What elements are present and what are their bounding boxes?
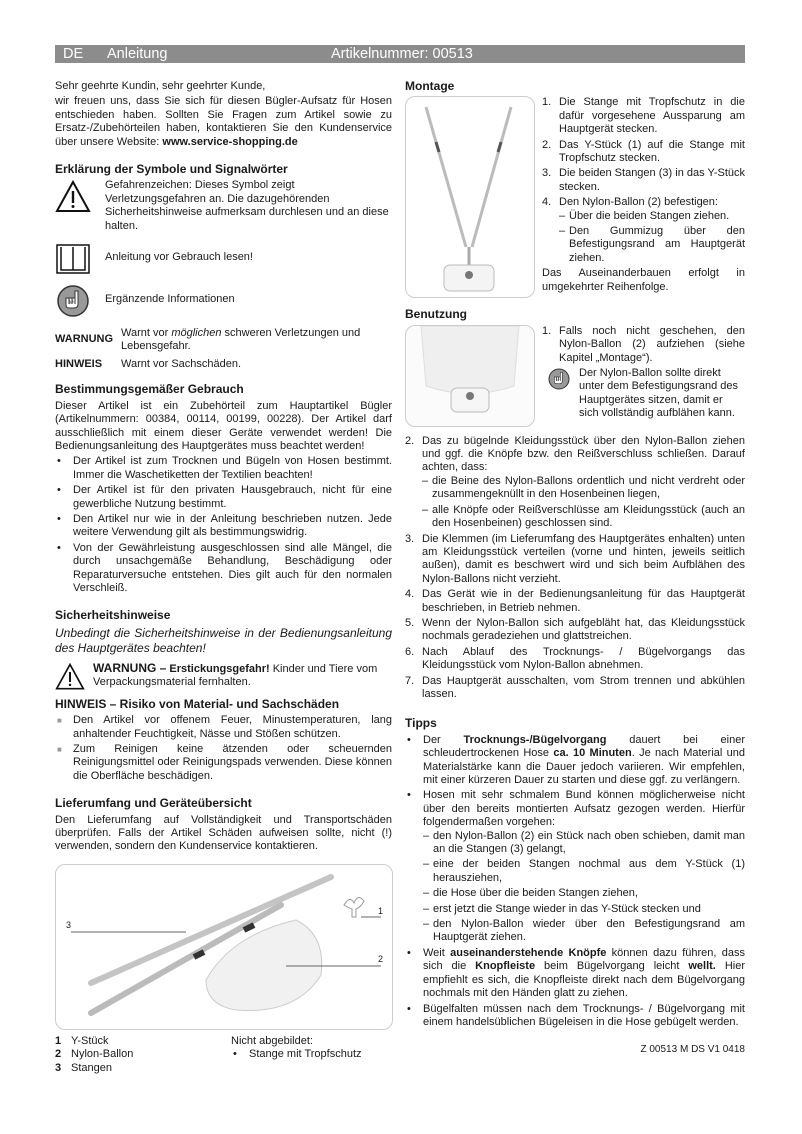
list-item: – die Hose über die beiden Stangen ziehen, <box>423 887 745 900</box>
legend-label: Nylon-Ballon <box>71 1048 134 1061</box>
list-item: ■ Den Artikel vor offenem Feuer, Minustemperaturen, lang anhaltender Feuchtigkeit, Nässe und Stößen schützen. <box>55 714 392 741</box>
usage-row <box>405 325 745 429</box>
list-item: – erst jetzt die Stange wieder in das Y-Stück stecken und <box>423 903 745 916</box>
montage-illustration <box>406 97 534 297</box>
list-item: • Bügelfalten müssen nach dem Trocknungs- / Bügelvorgang mit einem handelsüblichen Bügeleisen in die Hose gebügelt werden. <box>405 1003 745 1030</box>
symbols-heading: Erklärung der Symbole und Signalwörter <box>55 162 288 177</box>
usage-heading: Benutzung <box>405 307 467 322</box>
list-item: • Von der Gewährleistung ausgeschlossen sind alle Mängel, die durch unsachgemäße Behandlung, Beschädigung oder Reparaturversuche entstehen. Dies gilt auch für den normalen Verschleiß. <box>55 542 392 596</box>
list-item: – eine der beiden Stangen nochmal aus dem Y-Stück (1) herausziehen, <box>423 858 745 885</box>
info-text: Ergänzende Informationen <box>105 293 235 306</box>
step-text: Nach Ablauf des Trocknungs- / Bügelvorgangs das Kleidungsstück vom Nylon-Ballon abnehmen. <box>422 645 745 672</box>
usage-info-text: Der Nylon-Ballon sollte direkt unter dem Befestigungsrand des Hauptgerätes sitzen, damit er sich vollständig aufblähen kann. <box>579 367 738 420</box>
parts-legend-row <box>55 1035 392 1075</box>
list-item: • Der Trocknungs-/Bügelvorgang dauert bei einer schleudertrockenen Hose ca. 10 Minuten. Je nach Material und Materialstärke kann die Dauer jedoch variieren. Wir empfehlen, mit einer kürzeren Dauer zu starten und diese ggf. zu verlängern. <box>405 734 745 788</box>
notice-list <box>55 714 392 783</box>
danger-text: Gefahrenzeichen: Dieses Symbol zeigt Verletzungsgefahren an. Die dazugehörenden Sicherheitshinweise aufmerksam durchlesen und an diese halten. <box>105 179 389 232</box>
tips-section <box>405 717 745 1029</box>
header-bar <box>55 45 745 63</box>
parts-figure <box>55 864 393 1030</box>
step-text: Die Klemmen (im Lieferumfang des Hauptgerätes enhalten) unten am Kleidungsstück verteilen (vorne und hinten, jeweils seitlich außen), damit es beschwert wird und sich beim Aufblähen des Nylon-Ballons nicht verzieht. <box>422 532 745 585</box>
legend-num: 2 <box>55 1048 62 1061</box>
list-item: • Der Artikel ist für den privaten Hausgebrauch, nicht für eine gewerbliche Nutzung bestimmt. <box>55 484 392 511</box>
signal-note <box>55 358 392 371</box>
info-hand-icon <box>547 367 571 391</box>
list-item: 3. Die beiden Stangen (3) in das Y-Stück stecken. <box>542 167 745 193</box>
list-item: ■ Zum Reinigen keine ätzenden oder scheuernden Reinigungsmittel oder Reinigungspads verwenden. Diese können die Oberfläche beschädigen. <box>55 743 392 783</box>
usage-step-1 <box>542 325 745 429</box>
montage-heading: Montage <box>405 79 455 93</box>
montage-steps <box>542 96 745 296</box>
warning-triangle-icon <box>55 662 85 692</box>
signal-warning <box>55 327 392 354</box>
use-heading: Bestimmungsgemäßer Gebrauch <box>55 382 244 397</box>
read-text: Anleitung vor Gebrauch lesen! <box>105 251 253 264</box>
document-code: Z 00513 M DS V1 0418 <box>640 1044 745 1056</box>
info-hand-icon <box>55 283 91 319</box>
list-item: 6. Nach Ablauf des Trocknungs- / Bügelvorgangs das Kleidungsstück vom Nylon-Ballon abnehmen. <box>405 645 745 672</box>
legend-num: 1 <box>55 1034 62 1047</box>
right-column <box>405 80 745 1057</box>
warning-desc <box>121 327 361 354</box>
callout-1: 1 <box>378 905 384 916</box>
callout-3: 3 <box>66 919 72 930</box>
warning-desc-em: möglichen <box>171 327 222 340</box>
use-text: Dieser Artikel ist ein Zubehörteil zum Hauptartikel Bügler (Artikelnummern: 00384, 00114, 00199, 00228). Der Artikel darf ausschließlich mit einem dieser Geräte verwendet werden! Die Bedienungsanleitung des Hauptgerätes muss beachtet werden! <box>55 399 392 452</box>
suffocation-label: WARNUNG – <box>93 660 167 675</box>
step-text: Die Stange mit Tropfschutz in die dafür vorgesehene Aussparung am Hauptgerät stecken. <box>559 96 745 136</box>
warning-desc-post: schweren Verletzungen und Lebensgefahr. <box>121 327 361 353</box>
usage-info <box>547 367 745 423</box>
step-text: Das zu bügelnde Kleidungsstück über den Nylon-Ballon ziehen und ggf. die Knöpfe bzw. den Reißverschluss schließen. Darauf achten, dass: <box>422 434 745 474</box>
symbol-read <box>55 241 392 277</box>
safety-text <box>55 626 392 656</box>
intro-body: wir freuen uns, dass Sie sich für diesen Bügler-Aufsatz für Hosen entschieden haben. Sollten Sie Fragen zum Artikel sowie zu Ersatz-/Zubehörteilen haben, kontaktieren Sie den Kundenservice über unsere Website: <box>55 95 392 148</box>
legend-item <box>55 1035 231 1048</box>
warning-desc-pre: Warnt vor <box>121 327 172 340</box>
scope-text: Den Lieferumfang auf Vollständigkeit und Transportschäden überprüfen. Falls der Artikel Schäden aufweisen sollte, nicht (!) verwenden, sondern den Kundenservice kontaktieren. <box>55 813 392 853</box>
step-text: Die beiden Stangen (3) in das Y-Stück stecken. <box>559 167 745 193</box>
use-list <box>55 455 392 595</box>
montage-row <box>405 96 745 298</box>
callout-2: 2 <box>378 953 384 964</box>
montage-figure <box>405 96 535 298</box>
step-text: Den Nylon-Ballon (2) befestigen: <box>559 196 718 209</box>
list-item: 3. Die Klemmen (im Lieferumfang des Hauptgerätes enhalten) unten am Kleidungsstück verteilen (vorne und hinten, jeweils seitlich außen), damit es beschwert wird und sich beim Aufblähen des Nylon-Ballons nicht verzieht. <box>405 532 745 585</box>
suffocation-text: Kinder und Tiere vom Verpackungsmaterial fernhalten. <box>93 662 378 689</box>
list-item: – den Nylon-Ballon wieder über den Befestigungsrand am Hauptgerät ziehen. <box>423 918 745 945</box>
list-item: 2. Das Y-Stück (1) auf die Stange mit Tropfschutz stecken. <box>542 138 745 165</box>
not-shown-title: Nicht abgebildet: <box>231 1034 313 1047</box>
step-text: Wenn der Nylon-Ballon sich aufgebläht hat, das Kleidungsstück nochmals geradeziehen und glattstreichen. <box>422 616 745 643</box>
symbol-danger <box>55 179 392 235</box>
usage-figure <box>405 325 535 427</box>
list-item: – den Nylon-Ballon (2) ein Stück nach oben schieben, damit man an die Stangen (3) gelangt, <box>423 830 745 857</box>
list-item: 1. Die Stange mit Tropfschutz in die dafür vorgesehene Aussparung am Hauptgerät stecken. <box>542 96 745 136</box>
legend-num: 3 <box>55 1061 62 1074</box>
list-item: • Der Artikel ist zum Trocknen und Bügeln von Hosen bestimmt. Immer die Waschetiketten der Textilien beachten! <box>55 455 392 482</box>
intro-text <box>55 95 392 149</box>
list-item: 2. Das zu bügelnde Kleidungsstück über den Nylon-Ballon ziehen und ggf. die Knöpfe bzw. den Reißverschluss schließen. Darauf achten, dass: – die Beine des Nylon-Ballons ordentlich und nicht verdreht oder zusammengeknüllt in den Hosenbeinen liegen, – alle Knöpfe oder Reißverschlüsse am Kleidungsstück (auch an den Hosenbeinen) geschlossen sind. <box>405 435 745 531</box>
warning-triangle-icon <box>55 179 91 215</box>
list-item: – Den Gummizug über den Befestigungsrand am Hauptgerät ziehen. <box>559 225 745 265</box>
list-item: • Stange mit Tropfschutz <box>231 1048 391 1061</box>
list-item: 4. Den Nylon-Ballon (2) befestigen: – Über die beiden Stangen ziehen. – Den Gummizug über den Befestigungsrand am Hauptgerät ziehen. <box>542 196 745 265</box>
left-column <box>55 80 392 1075</box>
step-text: Das Hauptgerät ausschalten, vom Strom trennen und abkühlen lassen. <box>422 674 745 700</box>
legend-item <box>55 1062 231 1075</box>
list-item: • Den Artikel nur wie in der Anleitung beschrieben nutzen. Jede weitere Verwendung gilt als bestimmungswidrig. <box>55 513 392 540</box>
legend-item <box>55 1048 231 1061</box>
symbol-info <box>55 283 392 319</box>
suffocation-warning <box>55 662 392 692</box>
list-item: – alle Knöpfe oder Reißverschlüsse am Kleidungsstück (auch an den Hosenbeinen) geschlossen sind. <box>422 504 745 531</box>
note-label: HINWEIS <box>55 357 103 370</box>
legend-label: Y-Stück <box>71 1034 109 1047</box>
book-icon <box>55 241 91 277</box>
suffocation-bold: Erstickungsgefahr! <box>169 662 270 675</box>
website-link[interactable]: www.service-shopping.de <box>162 135 298 148</box>
tips-heading: Tipps <box>405 716 437 731</box>
scope-heading: Lieferumfang und Geräteübersicht <box>55 796 252 811</box>
list-item: 7. Das Hauptgerät ausschalten, vom Strom trennen und abkühlen lassen. <box>405 674 745 700</box>
list-item: 4. Das Gerät wie in der Bedienungsanleitung für das Hauptgerät beschrieben, in Betrieb nehmen. <box>405 588 745 614</box>
list-item: • Hosen mit sehr schmalem Bund können möglicherweise nicht über den bereits montierten Aufsatz gezogen werden. Hierfür folgendermaßen vorgehen: – den Nylon-Ballon (2) ein Stück nach oben schieben, damit man an die Stangen (3) gelangt, – eine der beiden Stangen nochmal aus dem Y-Stück (1) herausziehen, – die Hose über die beiden Stangen ziehen, – erst jetzt die Stange wieder in das Y-Stück stecken und – den Nylon-Ballon wieder über den Befestigungsrand am Hauptgerät ziehen. <box>405 789 745 944</box>
step-text: Das Y-Stück (1) auf die Stange mit Tropfschutz stecken. <box>559 138 745 165</box>
not-shown <box>231 1035 391 1064</box>
list-item: – die Beine des Nylon-Ballons ordentlich und nicht verdreht oder zusammengeknüllt in den Hosenbeinen liegen, <box>422 475 745 502</box>
safety-heading: Sicherheitshinweise <box>55 608 171 623</box>
document-title: Anleitung <box>107 46 168 62</box>
step-text: Falls noch nicht geschehen, den Nylon-Ballon (2) aufziehen (siehe Kapitel „Montage“). <box>559 324 745 364</box>
article-number: Artikelnummer: 00513 <box>331 46 473 62</box>
language-code: DE <box>63 46 84 62</box>
safety-text-em: Unbedingt die Sicherheitshinweise in der Bedienungsanleitung des Hauptgerätes beachten! <box>55 625 392 655</box>
y-piece-image <box>344 897 364 917</box>
step-text: Das Gerät wie in der Bedienungsanleitung für das Hauptgerät beschrieben, in Betrieb nehmen. <box>422 588 745 614</box>
disassembly-note: Das Auseinanderbauen erfolgt in umgekehrter Reihenfolge. <box>542 267 745 293</box>
legend-label: Stangen <box>71 1061 112 1074</box>
parts-legend <box>55 1035 231 1075</box>
list-item: 1. Falls noch nicht geschehen, den Nylon-Ballon (2) aufziehen (siehe Kapitel „Montage“). <box>542 324 745 364</box>
list-item: • Weit auseinanderstehende Knöpfe können dazu führen, dass sich die Knopfleiste beim Bügelvorgang leicht wellt. Hier empfiehlt es sich, die Knopfleiste direkt nach dem Bügelvorgang nochmals mit den Händen glatt zu ziehen. <box>405 947 745 1001</box>
list-item: 5. Wenn der Nylon-Ballon sich aufgebläht hat, das Kleidungsstück nochmals geradeziehen und glattstreichen. <box>405 616 745 643</box>
note-desc: Warnt vor Sachschäden. <box>121 357 242 370</box>
parts-illustration <box>56 865 392 1029</box>
greeting: Sehr geehrte Kundin, sehr geehrter Kunde, <box>55 80 266 92</box>
usage-illustration <box>406 326 534 426</box>
usage-steps <box>405 435 745 702</box>
warning-label: WARNUNG <box>55 333 114 346</box>
notice-heading: HINWEIS – Risiko von Material- und Sachschäden <box>55 696 340 711</box>
list-item: – Über die beiden Stangen ziehen. <box>559 210 745 223</box>
nylon-balloon-image <box>206 920 322 1011</box>
